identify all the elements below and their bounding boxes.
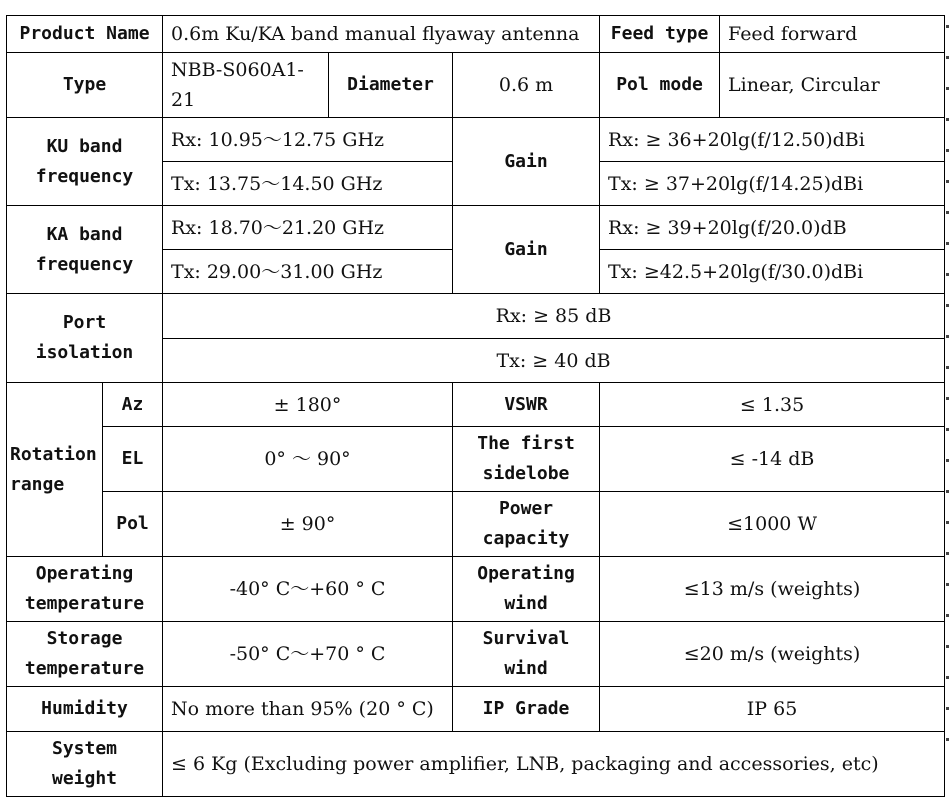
operating-temp-label: Operating temperature xyxy=(7,557,163,622)
system-weight-value: ≤ 6 Kg (Excluding power amplifier, LNB, packaging and accessories, etc) xyxy=(163,732,945,797)
pol-mode-label: Pol mode xyxy=(600,53,720,118)
az-value: ± 180° xyxy=(163,383,453,427)
row-el xyxy=(7,427,945,492)
el-value: 0° ～ 90° xyxy=(163,427,453,492)
ku-gain-rx: Rx: ≥ 36+20lg(f/12.50)dBi xyxy=(600,118,945,162)
row-ka-rx xyxy=(7,206,945,250)
margin-dot xyxy=(946,273,949,276)
margin-dot xyxy=(946,428,949,431)
pol-mode-value: Linear, Circular xyxy=(720,53,945,118)
row-ku-rx xyxy=(7,118,945,162)
storage-temp-label: Storage temperature xyxy=(7,622,163,687)
margin-dot xyxy=(946,459,949,462)
row-st-temp xyxy=(7,622,945,687)
ku-rx-value: Rx: 10.95～12.75 GHz xyxy=(163,118,453,162)
row-pol xyxy=(7,492,945,557)
survival-wind-value: ≤20 m/s (weights) xyxy=(600,622,945,687)
az-label: Az xyxy=(103,383,163,427)
margin-dot xyxy=(946,645,949,648)
row-az xyxy=(7,383,945,427)
margin-dot xyxy=(946,56,949,59)
ka-tx-value: Tx: 29.00～31.00 GHz xyxy=(163,250,453,294)
product-name-label: Product Name xyxy=(7,16,163,53)
storage-temp-value: -50° C～+70 ° C xyxy=(163,622,453,687)
margin-dot xyxy=(946,366,949,369)
row-product xyxy=(7,16,945,53)
product-name-value: 0.6m Ku/KA band manual flyaway antenna xyxy=(163,16,600,53)
ka-gain-rx: Rx: ≥ 39+20lg(f/20.0)dB xyxy=(600,206,945,250)
humidity-label: Humidity xyxy=(7,687,163,732)
sidelobe-label: The first sidelobe xyxy=(453,427,600,492)
row-iso-rx xyxy=(7,294,945,339)
ka-band-label: KA band frequency xyxy=(7,206,163,294)
feed-type-label: Feed type xyxy=(600,16,720,53)
margin-dot xyxy=(946,304,949,307)
row-humidity xyxy=(7,687,945,732)
system-weight-label: System weight xyxy=(7,732,163,797)
vswr-label: VSWR xyxy=(453,383,600,427)
iso-rx-value: Rx: ≥ 85 dB xyxy=(163,294,945,339)
sidelobe-value: ≤ -14 dB xyxy=(600,427,945,492)
margin-dot xyxy=(946,614,949,617)
ip-grade-value: IP 65 xyxy=(600,687,945,732)
margin-dot xyxy=(946,180,949,183)
row-weight xyxy=(7,732,945,797)
ku-gain-label: Gain xyxy=(453,118,600,206)
ka-rx-value: Rx: 18.70～21.20 GHz xyxy=(163,206,453,250)
margin-dots xyxy=(946,15,950,755)
row-type xyxy=(7,53,945,118)
margin-dot xyxy=(946,242,949,245)
pol-label: Pol xyxy=(103,492,163,557)
ka-gain-label: Gain xyxy=(453,206,600,294)
margin-dot xyxy=(946,552,949,555)
rotation-range-label: Rotation range xyxy=(7,383,103,557)
operating-wind-label: Operating wind xyxy=(453,557,600,622)
margin-dot xyxy=(946,118,949,121)
margin-dot xyxy=(946,707,949,710)
vswr-value: ≤ 1.35 xyxy=(600,383,945,427)
survival-wind-label: Survival wind xyxy=(453,622,600,687)
ku-tx-value: Tx: 13.75～14.50 GHz xyxy=(163,162,453,206)
ka-gain-tx: Tx: ≥42.5+20lg(f/30.0)dBi xyxy=(600,250,945,294)
el-label: EL xyxy=(103,427,163,492)
pol-value: ± 90° xyxy=(163,492,453,557)
port-isolation-label: Port isolation xyxy=(7,294,163,383)
iso-tx-value: Tx: ≥ 40 dB xyxy=(163,339,945,383)
diameter-value: 0.6 m xyxy=(453,53,600,118)
margin-dot xyxy=(946,25,949,28)
feed-type-value: Feed forward xyxy=(720,16,945,53)
operating-temp-value: -40° C～+60 ° C xyxy=(163,557,453,622)
margin-dot xyxy=(946,490,949,493)
type-label: Type xyxy=(7,53,163,118)
type-value: NBB-S060A1-21 xyxy=(163,53,329,118)
spec-table xyxy=(6,15,945,797)
margin-dot xyxy=(946,149,949,152)
margin-dot xyxy=(946,87,949,90)
margin-dot xyxy=(946,738,949,741)
ku-gain-tx: Tx: ≥ 37+20lg(f/14.25)dBi xyxy=(600,162,945,206)
margin-dot xyxy=(946,335,949,338)
ip-grade-label: IP Grade xyxy=(453,687,600,732)
operating-wind-value: ≤13 m/s (weights) xyxy=(600,557,945,622)
humidity-value: No more than 95% (20 ° C) xyxy=(163,687,453,732)
margin-dot xyxy=(946,676,949,679)
diameter-label: Diameter xyxy=(329,53,453,118)
margin-dot xyxy=(946,583,949,586)
power-capacity-label: Power capacity xyxy=(453,492,600,557)
margin-dot xyxy=(946,211,949,214)
power-capacity-value: ≤1000 W xyxy=(600,492,945,557)
margin-dot xyxy=(946,397,949,400)
row-op-temp xyxy=(7,557,945,622)
margin-dot xyxy=(946,521,949,524)
ku-band-label: KU band frequency xyxy=(7,118,163,206)
